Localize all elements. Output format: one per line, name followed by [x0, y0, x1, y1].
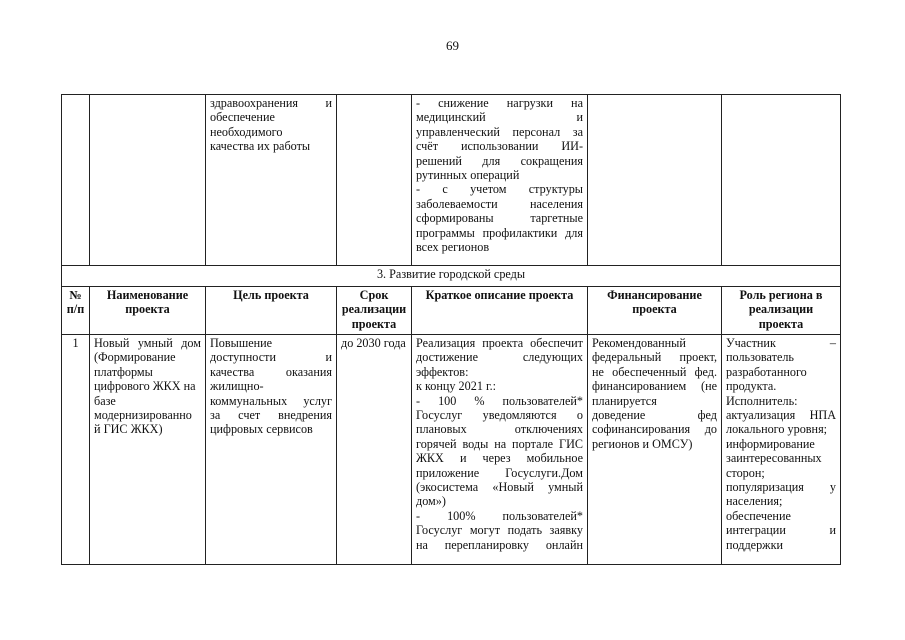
financing-line: Рекомендованный: [592, 336, 686, 350]
project-description-cell: [412, 335, 588, 565]
role-line: Исполнитель:: [726, 393, 798, 408]
description-line: сформированы таргетные: [416, 211, 583, 226]
description-line: эффектов:: [416, 364, 469, 379]
continuation-financing-cell: [588, 95, 722, 266]
name-line: базе: [94, 393, 116, 408]
continuation-num-cell: [62, 95, 90, 266]
header-row: [62, 287, 841, 335]
description-line: плановых отключениях: [416, 422, 583, 437]
description-line: заболеваемости населения: [416, 196, 583, 211]
description-line: (экосистема «Новый умный: [416, 480, 583, 495]
header-name: Наименование проекта: [90, 287, 206, 335]
financing-line: софинансирования до: [592, 422, 717, 437]
name-line: цифрового ЖКХ на: [94, 379, 196, 394]
projects-table: [61, 94, 841, 565]
continuation-name-cell: [90, 95, 206, 266]
description-line: горячей воды на портале ГИС: [416, 436, 583, 451]
role-line: продукта.: [726, 379, 777, 394]
project-financing-cell: [588, 335, 722, 565]
goal-line: качества их работы: [210, 139, 311, 154]
role-line: популяризация у: [726, 480, 836, 495]
financing-line: регионов и ОМСУ): [592, 436, 693, 451]
role-line: заинтересованных: [726, 451, 822, 466]
role-line: Участник –: [726, 336, 836, 350]
description-line: счёт использовании ИИ-: [416, 139, 583, 154]
section-title: 3. Развитие городской среды: [62, 266, 841, 287]
description-line: управленческий персонал за: [416, 124, 583, 139]
goal-line: Повышение: [210, 336, 273, 350]
description-line: - 100 % пользователей*: [416, 393, 583, 408]
description-line: решений для сокращения: [416, 153, 583, 168]
continuation-term-cell: [337, 95, 412, 266]
goal-line: цифровых сервисов: [210, 422, 313, 437]
project-row: [62, 335, 841, 565]
description-line: ЖКХ и через мобильное: [416, 451, 583, 466]
description-line: на перепланировку онлайн: [416, 537, 583, 552]
role-line: населения;: [726, 494, 783, 509]
description-line: к концу 2021 г.:: [416, 379, 497, 394]
goal-line: доступности и: [210, 350, 332, 365]
description-line: Госуслуг могут подать заявку: [416, 523, 583, 538]
goal-line: качества оказания: [210, 364, 332, 379]
project-role-cell: [722, 335, 841, 565]
page-number: 69: [446, 38, 459, 53]
role-line: пользователь: [726, 350, 794, 365]
description-line: Госуслуг уведомляются о: [416, 408, 583, 423]
header-goal: Цель проекта: [206, 287, 337, 335]
description-line: приложение Госуслуги.Дом: [416, 465, 583, 480]
continuation-role-cell: [722, 95, 841, 266]
name-line: (Формирование: [94, 350, 176, 365]
description-line: программы профилактики для: [416, 225, 583, 240]
role-line: обеспечение: [726, 508, 791, 523]
description-line: рутинных операций: [416, 168, 520, 183]
description-line: медицинский и: [416, 110, 583, 125]
role-line: сторон;: [726, 465, 765, 480]
goal-line: здравоохранения и: [210, 96, 332, 110]
name-line: платформы: [94, 364, 153, 379]
description-line: Реализация проекта обеспечит: [416, 336, 583, 350]
description-line: дом»): [416, 494, 446, 509]
project-goal-cell: [206, 335, 337, 565]
continuation-row: [62, 95, 841, 266]
description-line: - снижение нагрузки на: [416, 96, 583, 110]
role-line: разработанного: [726, 364, 807, 379]
project-name-cell: [90, 335, 206, 565]
continuation-goal-cell: [206, 95, 337, 266]
goal-line: за счет внедрения: [210, 408, 332, 423]
role-line: поддержки: [726, 537, 784, 552]
financing-line: не обеспеченный фед.: [592, 364, 717, 379]
header-role: Роль региона в реализации проекта: [722, 287, 841, 335]
header-term: Срок реализации проекта: [337, 287, 412, 335]
project-num: 1: [62, 335, 90, 565]
header-num: № п/п: [62, 287, 90, 335]
description-line: всех регионов: [416, 240, 490, 255]
role-line: актуализация НПА: [726, 408, 836, 423]
name-line: й ГИС ЖКХ): [94, 422, 163, 437]
financing-line: финансированием (не: [592, 379, 717, 394]
goal-line: коммунальных услуг: [210, 393, 332, 408]
goal-line: обеспечение: [210, 110, 275, 125]
description-line: - с учетом структуры: [416, 182, 583, 197]
financing-line: доведение фед: [592, 408, 717, 423]
role-line: информирование: [726, 436, 815, 451]
description-line: достижение следующих: [416, 350, 583, 365]
header-financing: Финансирование проекта: [588, 287, 722, 335]
goal-line: жилищно-: [210, 379, 264, 394]
header-description: Краткое описание проекта: [412, 287, 588, 335]
financing-line: федеральный проект,: [592, 350, 717, 365]
goal-line: необходимого: [210, 124, 283, 139]
continuation-description-cell: [412, 95, 588, 266]
project-term: до 2030 года: [337, 335, 412, 565]
section-row: [62, 266, 841, 287]
name-line: Новый умный дом: [94, 336, 201, 350]
financing-line: планируется: [592, 393, 657, 408]
description-line: - 100% пользователей*: [416, 508, 583, 523]
role-line: интеграции и: [726, 523, 836, 538]
role-line: локального уровня;: [726, 422, 828, 437]
name-line: модернизированно: [94, 408, 192, 423]
